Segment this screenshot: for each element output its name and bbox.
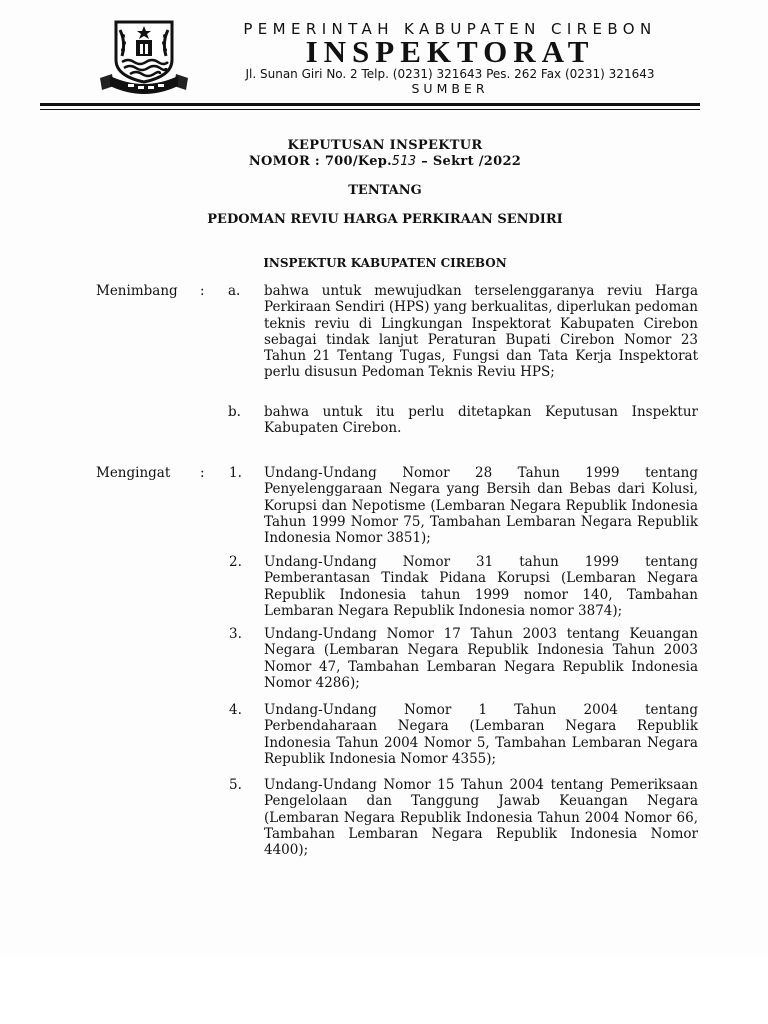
menimbang-colon: :: [200, 283, 205, 299]
decree-number-prefix: NOMOR : 700/Kep.: [248, 154, 393, 169]
mengingat-item-4: Undang-Undang Nomor 1 Tahun 2004 tentang Perbendaharaan Negara (Lembaran Negara Republik Indonesia Tahun 2004 Nomor 5, Tambahan Lembaran Negara Republik Indonesia Nomor 4355);: [264, 702, 698, 767]
mengingat-marker-5: 5.: [229, 777, 242, 793]
mengingat-label: Mengingat: [96, 465, 171, 481]
menimbang-label: Menimbang: [96, 283, 178, 299]
decree-number-handwritten: 513: [392, 154, 417, 169]
mengingat-marker-3: 3.: [229, 626, 242, 642]
decree-subject: PEDOMAN REVIU HARGA PERKIRAAN SENDIRI: [207, 212, 563, 227]
mengingat-marker-1: 1.: [229, 465, 242, 481]
government-name: PEMERINTAH KABUPATEN CIREBON: [243, 20, 657, 38]
menimbang-marker-b: b.: [228, 404, 241, 420]
letterhead-rule-thick: [40, 103, 700, 106]
decree-tentang: TENTANG: [348, 183, 422, 198]
mengingat-item-3: Undang-Undang Nomor 17 Tahun 2003 tentang Keuangan Negara (Lembaran Negara Republik Indonesia Tahun 2003 Nomor 47, Tambahan Lembaran Negara Republik Indonesia Nomor 4286);: [264, 626, 698, 691]
page-bottom-margin: [0, 955, 768, 1024]
decree-title: KEPUTUSAN INSPEKTUR: [287, 138, 483, 153]
office-name: INSPEKTORAT: [305, 34, 595, 69]
kabupaten-cirebon-emblem-icon: [98, 16, 190, 98]
decree-number-suffix: – Sekrt /2022: [416, 154, 522, 169]
mengingat-item-2: Undang-Undang Nomor 31 tahun 1999 tentang Pemberantasan Tindak Pidana Korupsi (Lembaran Negara Republik Indonesia tahun 1999 nomor 140, Tambahan Lembaran Negara Republik Indonesia nomor 3874);: [264, 554, 698, 619]
mengingat-item-5: Undang-Undang Nomor 15 Tahun 2004 tentang Pemeriksaan Pengelolaan dan Tanggung Jawab Keuangan Negara (Lembaran Negara Republik Indonesia Tahun 2004 Nomor 66, Tambahan Lembaran Negara Republik Indonesia Nomor 4400);: [264, 777, 698, 859]
decree-number: [40, 154, 730, 169]
decree-issuer: INSPEKTUR KABUPATEN CIREBON: [263, 256, 507, 270]
mengingat-marker-4: 4.: [229, 702, 242, 718]
mengingat-marker-2: 2.: [229, 554, 242, 570]
menimbang-item-a: bahwa untuk mewujudkan terselenggaranya reviu Harga Perkiraan Sendiri (HPS) yang berkualitas, diperlukan pedoman teknis reviu di Lingkungan Inspektorat Kabupaten Cirebon sebagai tindak lanjut Peraturan Bupati Cirebon Nomor 23 Tahun 21 Tentang Tugas, Fungsi dan Tata Kerja Inspektorat perlu disusun Pedoman Teknis Reviu HPS;: [264, 283, 698, 381]
menimbang-item-b: bahwa untuk itu perlu ditetapkan Keputusan Inspektur Kabupaten Cirebon.: [264, 404, 698, 437]
menimbang-marker-a: a.: [228, 283, 241, 299]
office-city: SUMBER: [411, 81, 489, 96]
office-address: Jl. Sunan Giri No. 2 Telp. (0231) 321643 Pes. 262 Fax (0231) 321643: [245, 67, 655, 81]
mengingat-item-1: Undang-Undang Nomor 28 Tahun 1999 tentang Penyelenggaraan Negara yang Bersih dan Bebas dari Kolusi, Korupsi dan Nepotisme (Lembaran Negara Republik Indonesia Tahun 1999 Nomor 75, Tambahan Lembaran Negara Republik Indonesia Nomor 3851);: [264, 465, 698, 547]
mengingat-colon: :: [200, 465, 205, 481]
letterhead-rule-thin: [40, 109, 700, 110]
